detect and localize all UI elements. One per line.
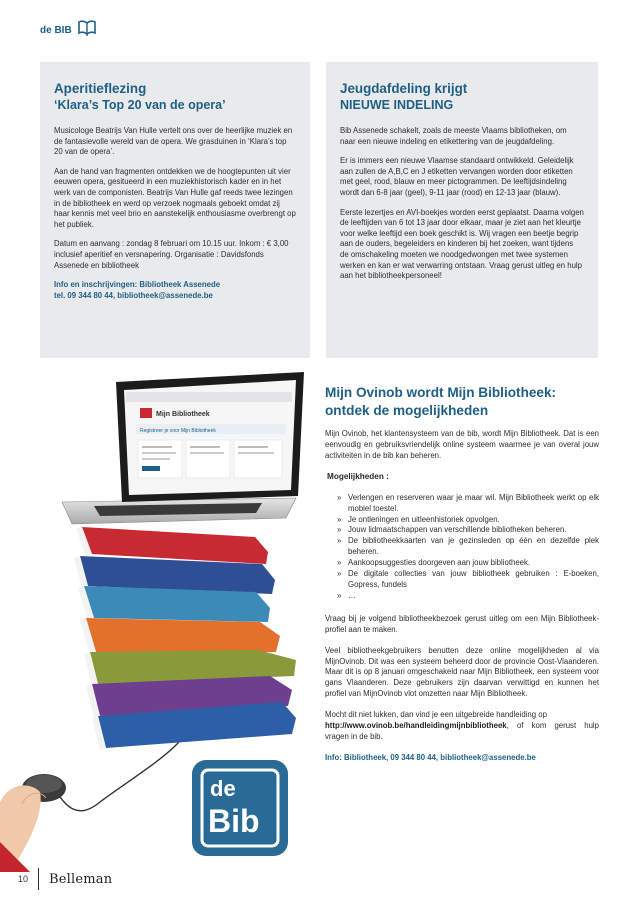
list-item: » Jouw lidmaatschappen van verschillende bibliotheken beheren. [337,525,567,535]
aperitieflezing-box [40,62,310,358]
list-item: » … [337,590,356,600]
article-title-line1: Mijn Ovinob wordt Mijn Bibliotheek: [325,385,557,400]
open-book-icon [78,20,96,41]
list-item: » De bibliotheekkaarten van je gezinsleden op één en dezelfde plek beheren. [337,536,599,557]
box-subtitle: NIEUWE INDELING [340,98,454,112]
section-brand: de BIB [40,25,72,36]
bullet-icon: » [337,514,342,524]
box-title: Jeugdafdeling krijgt [340,81,468,96]
bullet-icon: » [337,569,342,579]
box-title: Aperitieflezing [54,81,147,96]
article-title [325,384,599,419]
book-stack [74,527,296,750]
page-footer [18,868,112,890]
paragraph: Bib Assenede schakelt, zoals de meeste Vlaams bibliotheken, om naar een nieuwe indeling en etikettering van de jeugdafdeling. [340,126,567,146]
paragraph: Eerste lezertjes en AVI-boekjes worden eerst geplaatst. Daarna volgen de leeftijden van 6 tot 13 jaar door elkaar, maar je ziet aan het kleurtje voor welke leeftijd een boek geschikt is. Wij vragen een beetje begrip aan de ouders, begeleiders en kinderen bij het zoeken, want tijdens de omschakeling moeten we noodgedwongen met twee systemen werken en kan er wat verwarring ontstaan. Vraag gerust uitleg en hulp aan het bibliotheekpersoneel! [340,207,584,281]
paragraph: Er is immers een nieuwe Vlaamse standaard ontwikkeld. Geleidelijk aan zullen de A,B,C en J etiketten vervangen worden door etiketten met geel, rood, blauw en meer pictogrammen. De leeftijdsindeling wordt dan 6-8 jaar (geel), 9-11 jaar (rood) en 12-13 jaar (blauw). [340,156,574,197]
bullet-icon: » [337,558,342,568]
paragraph: Musicologe Beatrijs Van Hulle vertelt ons over de heerlijke muziek en de fantasievolle wereld van de opera. We grasduinen in ‘Klara’s top 20 van de opera’. [54,126,293,157]
mogelijkheden-list [337,493,599,602]
magazine-name: Belleman [49,871,113,887]
info-line [54,280,296,301]
logo-word-bib: Bib [208,803,260,839]
list-item: » Aankoopsuggesties doorgeven aan jouw bibliotheek. [337,558,531,568]
logo-word-de: de [210,776,236,801]
article-title-line2: ontdek de mogelijkheden [325,402,489,418]
article-paragraph-mocht: Mocht dit niet lukken, dan vind je een uitgebreide handleiding op http://www.ovinob.be/handleidingmijnbibliotheek, of kom gerust hulp vragen in de bib. [325,710,599,741]
laptop-books-illustration [0,372,318,872]
list-item: » Verlengen en reserveren waar je maar wil. Mijn Bibliotheek werkt op elk mobiel toestel. [337,492,599,513]
hand-mouse [0,774,66,872]
paragraph: Datum en aanvang : zondag 8 februari om 10.15 uur. Inkom : € 3,00 inclusief aperitief en versnapering. Organisatie : Davidsfonds Assenede en bibliotheek [54,239,289,270]
screen-heading: Registreer je voor Mijn Bibliotheek [140,428,216,434]
article-paragraph-vraag: Vraag bij je volgend bibliotheekbezoek gerust uitleg om een Mijn Bibliotheek-profiel aan te maken. [325,613,599,634]
bullet-icon: » [337,536,342,546]
info-registration: Info en inschrijvingen: Bibliotheek Assenede [54,280,221,290]
list-item: » Je ontleningen en uitleenhistoriek opvolgen. [337,514,500,524]
bullet-icon: » [337,525,342,535]
de-bib-logo [192,760,288,856]
article-paragraph-veel: Veel bibliotheekgebruikers benutten deze online mogelijkheden al via MijnOvinob. Dit was een systeem beheerd door de provincie Oost-Vlaanderen. Maar dit is op 8 januari omgeschakeld naar Mijn Bibliotheek, een systeem voor gans Vlaanderen. Deze gebruikers zijn daarvan verwittigd en kunnen het profiel van MijnOvinob vlot omzetten naar Mijn Bibliotheek. [325,645,599,699]
info-contact[interactable]: tel. 09 344 80 44, bibliotheek@assenede.be [54,290,213,300]
bullet-icon: » [337,590,342,600]
page-number: 10 [18,874,29,884]
mogelijkheden-label: Mogelijkheden : [327,471,389,481]
jeugdafdeling-box [326,62,598,358]
list-item: » De digitale collecties van jouw bibliotheek gebruiken : E-boeken, Gopress, fundels [337,569,599,589]
box-subtitle: ‘Klara’s Top 20 van de opera’ [54,98,226,112]
paragraph: Aan de hand van fragmenten ontdekken we de hoogtepunten uit vier eeuwen opera, gesitueerd in een muziekhistorisch kader en in het werk van de componisten. Beatrijs Van Hulle gaf reeds twee lezingen in de bibliotheek en werd op verzoek nogmaals geboekt omdat zij haar kennis met veel brio en aanstekelijk enthousiasme overbrengt op het publiek. [54,166,296,229]
handleiding-link[interactable]: http://www.ovinob.be/handleidingmijnbibliotheek [325,721,507,731]
screen-title: Mijn Bibliotheek [156,411,210,418]
page-header [40,20,96,41]
article-intro: Mijn Ovinob, het klantensysteem van de bib, wordt Mijn Bibliotheek. Dat is een eenvoudig en gebruiksvriendelijk online systeem waarmee je van overal jouw activiteiten in de bib kan beheren. [325,429,599,460]
bullet-icon: » [337,492,342,502]
mijn-bibliotheek-article [325,384,599,774]
footer-divider [38,868,39,890]
article-info[interactable]: Info: Bibliotheek, 09 344 80 44, bibliotheek@assenede.be [325,752,536,762]
